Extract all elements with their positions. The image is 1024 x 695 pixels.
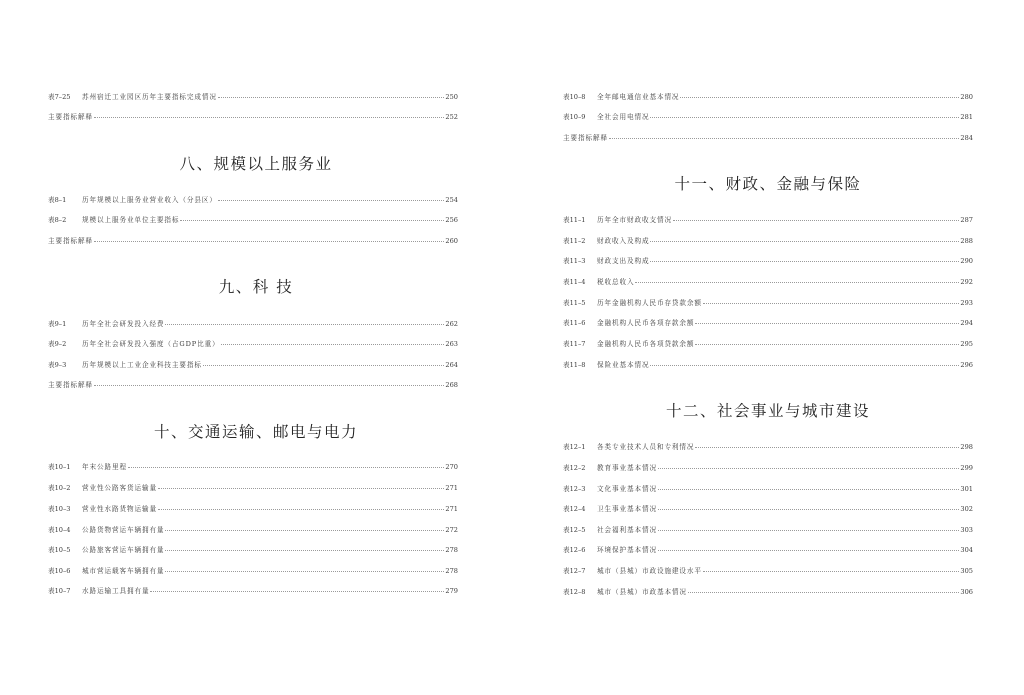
table-code: 表11–6: [563, 319, 586, 327]
table-code: 表10–7: [48, 587, 71, 595]
page-number: 278: [445, 567, 458, 575]
entry-title: 主要指标解释: [48, 381, 93, 389]
page-number: 305: [960, 567, 973, 575]
page-number: 304: [960, 546, 973, 554]
entry-title: 营业性公路客货运输量: [82, 484, 157, 492]
dot-leader: [703, 297, 959, 304]
section-heading: 十、交通运输、邮电与电力: [153, 423, 358, 441]
toc-entry[interactable]: [48, 112, 458, 122]
table-code: 表11–1: [563, 216, 586, 224]
dot-leader: [158, 503, 444, 510]
toc-entry[interactable]: [563, 360, 973, 370]
section-heading: 十一、财政、金融与保险: [674, 175, 862, 193]
toc-entry[interactable]: [563, 256, 973, 266]
toc-entry[interactable]: [48, 566, 458, 576]
table-code: 表12–4: [563, 505, 586, 513]
entry-title: 各类专业技术人员和专利情况: [597, 443, 695, 451]
table-code: 表10–2: [48, 484, 71, 492]
dot-leader: [165, 565, 444, 572]
dot-leader: [673, 214, 959, 221]
toc-entry[interactable]: [563, 442, 973, 452]
entry-title: 水路运输工具拥有量: [82, 587, 150, 595]
dot-leader: [150, 585, 444, 592]
table-code: 表8–1: [48, 196, 67, 204]
dot-leader: [165, 524, 444, 531]
dot-leader: [650, 359, 959, 366]
table-code: 表11–8: [563, 361, 586, 369]
dot-leader: [609, 132, 959, 139]
toc-entry[interactable]: [563, 339, 973, 349]
entry-title: 历年规模以上工业企业科技主要指标: [82, 361, 202, 369]
dot-leader: [695, 441, 959, 448]
dot-leader: [658, 483, 959, 490]
toc-entry[interactable]: [563, 112, 973, 122]
table-code: 表12–8: [563, 588, 586, 596]
page-number: 298: [960, 443, 973, 451]
section-heading: 八、规模以上服务业: [179, 155, 333, 173]
table-code: 表8–2: [48, 216, 67, 224]
page-number: 271: [445, 505, 458, 513]
table-code: 表11–4: [563, 278, 586, 286]
page-number: 296: [960, 361, 973, 369]
toc-entry[interactable]: [48, 380, 458, 390]
entry-title: 历年金融机构人民币存贷款余额: [597, 299, 702, 307]
page-number: 250: [445, 93, 458, 101]
dot-leader: [128, 461, 444, 468]
page-number: 279: [445, 587, 458, 595]
section-heading: 十二、社会事业与城市建设: [665, 402, 870, 420]
toc-entry[interactable]: [563, 463, 973, 473]
entry-title: 全年邮电通信业基本情况: [597, 93, 680, 101]
page-number: 263: [445, 340, 458, 348]
toc-entry[interactable]: [48, 462, 458, 472]
page-number: 271: [445, 484, 458, 492]
page-number: 288: [960, 237, 973, 245]
entry-title: 全社会用电情况: [597, 113, 650, 121]
toc-entry[interactable]: [48, 586, 458, 596]
table-code: 表10–4: [48, 526, 71, 534]
entry-title: 苏州宿迁工业园区历年主要指标完成情况: [82, 93, 217, 101]
toc-entry[interactable]: [48, 504, 458, 514]
toc-entry[interactable]: [563, 566, 973, 576]
toc-entry[interactable]: [563, 298, 973, 308]
page-number: 303: [960, 526, 973, 534]
dot-leader: [695, 338, 959, 345]
toc-entry[interactable]: [48, 483, 458, 493]
entry-title: 社会福利基本情况: [597, 526, 657, 534]
toc-page-right: [512, 0, 1024, 695]
table-code: 表10–5: [48, 546, 71, 554]
entry-title: 历年规模以上服务业营业收入（分县区）: [82, 196, 217, 204]
dot-leader: [94, 235, 444, 242]
dot-leader: [165, 544, 444, 551]
dot-leader: [180, 214, 444, 221]
page-number: 262: [445, 320, 458, 328]
toc-entry[interactable]: [563, 525, 973, 535]
toc-entry[interactable]: [48, 339, 458, 349]
entry-title: 公路货物营运车辆拥有量: [82, 526, 165, 534]
table-code: 表11–3: [563, 257, 586, 265]
toc-entry[interactable]: [563, 236, 973, 246]
toc-entry[interactable]: [48, 360, 458, 370]
entry-title: 规模以上服务业单位主要指标: [82, 216, 180, 224]
toc-entry[interactable]: [563, 133, 973, 143]
dot-leader: [650, 111, 959, 118]
entry-title: 教育事业基本情况: [597, 464, 657, 472]
page-number: 302: [960, 505, 973, 513]
page-number: 292: [960, 278, 973, 286]
page-number: 272: [445, 526, 458, 534]
table-code: 表12–2: [563, 464, 586, 472]
dot-leader: [218, 91, 445, 98]
page-number: 281: [960, 113, 973, 121]
toc-entry[interactable]: [563, 215, 973, 225]
page-number: 284: [960, 134, 973, 142]
table-code: 表10–8: [563, 93, 586, 101]
toc-entry[interactable]: [563, 318, 973, 328]
toc-entry[interactable]: [48, 236, 458, 246]
section-heading: 九、科 技: [218, 278, 294, 296]
dot-leader: [658, 544, 959, 551]
toc-entry[interactable]: [48, 92, 458, 102]
dot-leader: [688, 586, 959, 593]
dot-leader: [94, 111, 444, 118]
toc-entry[interactable]: [48, 545, 458, 555]
entry-title: 保险业基本情况: [597, 361, 650, 369]
entry-title: 环境保护基本情况: [597, 546, 657, 554]
entry-title: 年末公路里程: [82, 463, 127, 471]
table-code: 表10–9: [563, 113, 586, 121]
dot-leader: [680, 91, 959, 98]
page-number: 252: [445, 113, 458, 121]
table-code: 表12–5: [563, 526, 586, 534]
table-code: 表10–3: [48, 505, 71, 513]
entry-title: 文化事业基本情况: [597, 485, 657, 493]
page-number: 256: [445, 216, 458, 224]
dot-leader: [658, 503, 959, 510]
dot-leader: [695, 317, 959, 324]
page-number: 264: [445, 361, 458, 369]
page-number: 280: [960, 93, 973, 101]
dot-leader: [218, 194, 445, 201]
table-code: 表12–1: [563, 443, 586, 451]
page-number: 294: [960, 319, 973, 327]
page-number: 278: [445, 546, 458, 554]
entry-title: 财政收入及构成: [597, 237, 650, 245]
entry-title: 历年全市财政收支情况: [597, 216, 672, 224]
table-code: 表12–3: [563, 485, 586, 493]
page-number: 301: [960, 485, 973, 493]
page-number: 260: [445, 237, 458, 245]
toc-entry[interactable]: [563, 484, 973, 494]
entry-title: 公路旅客营运车辆拥有量: [82, 546, 165, 554]
table-code: 表11–2: [563, 237, 586, 245]
page-number: 254: [445, 196, 458, 204]
entry-title: 历年全社会研发投入经费: [82, 320, 165, 328]
page-number: 306: [960, 588, 973, 596]
table-code: 表12–6: [563, 546, 586, 554]
dot-leader: [94, 379, 444, 386]
toc-entry[interactable]: [563, 587, 973, 597]
toc-entry[interactable]: [563, 92, 973, 102]
page-number: 287: [960, 216, 973, 224]
dot-leader: [650, 235, 959, 242]
entry-title: 营业性水路货物运输量: [82, 505, 157, 513]
dot-leader: [650, 255, 959, 262]
toc-entry[interactable]: [563, 504, 973, 514]
table-code: 表11–5: [563, 299, 586, 307]
toc-entry[interactable]: [563, 545, 973, 555]
entry-title: 主要指标解释: [563, 134, 608, 142]
table-code: 表11–7: [563, 340, 586, 348]
table-code: 表12–7: [563, 567, 586, 575]
page-number: 295: [960, 340, 973, 348]
page-number: 299: [960, 464, 973, 472]
page-number: 268: [445, 381, 458, 389]
entry-title: 金融机构人民币各项贷款余额: [597, 340, 695, 348]
page-number: 270: [445, 463, 458, 471]
toc-entry[interactable]: [48, 215, 458, 225]
dot-leader: [221, 338, 445, 345]
entry-title: 卫生事业基本情况: [597, 505, 657, 513]
page-number: 290: [960, 257, 973, 265]
toc-entry[interactable]: [48, 195, 458, 205]
dot-leader: [165, 318, 444, 325]
toc-entry[interactable]: [48, 525, 458, 535]
table-code: 表7–25: [48, 93, 71, 101]
dot-leader: [658, 524, 959, 531]
entry-title: 主要指标解释: [48, 113, 93, 121]
table-code: 表10–1: [48, 463, 71, 471]
dot-leader: [703, 565, 959, 572]
table-code: 表9–2: [48, 340, 67, 348]
table-code: 表9–1: [48, 320, 67, 328]
dot-leader: [635, 276, 959, 283]
entry-title: 城市（县城）市政基本情况: [597, 588, 687, 596]
page-number: 293: [960, 299, 973, 307]
toc-entry[interactable]: [563, 277, 973, 287]
toc-entry[interactable]: [48, 319, 458, 329]
table-code: 表9–3: [48, 361, 67, 369]
entry-title: 城市营运载客车辆拥有量: [82, 567, 165, 575]
dot-leader: [158, 482, 444, 489]
entry-title: 金融机构人民币各项存款余额: [597, 319, 695, 327]
entry-title: 税收总收入: [597, 278, 635, 286]
entry-title: 财政支出及构成: [597, 257, 650, 265]
entry-title: 城市（县城）市政设施建设水平: [597, 567, 702, 575]
table-code: 表10–6: [48, 567, 71, 575]
entry-title: 主要指标解释: [48, 237, 93, 245]
entry-title: 历年全社会研发投入强度（占GDP比重）: [82, 340, 220, 348]
dot-leader: [203, 359, 445, 366]
dot-leader: [658, 462, 959, 469]
